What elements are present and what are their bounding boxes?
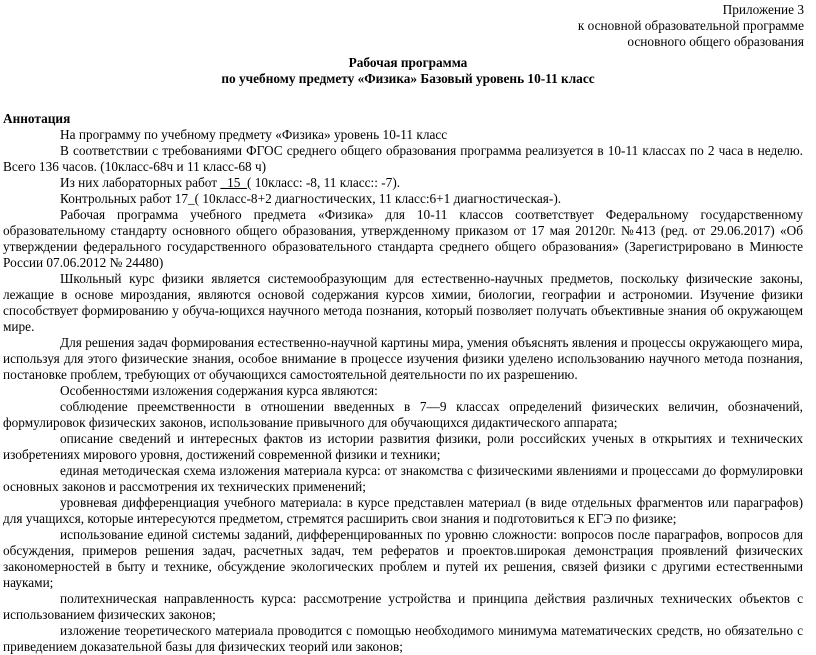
title-line-1: Рабочая программа — [348, 55, 468, 70]
appendix-line-1: Приложение 3 — [722, 2, 804, 17]
paragraph-10: описание сведений и интересных фактов из истории развития физики, роли российских ученых в открытиях и технических изобретениях мирового уровня, достижений современной физики и техники; — [3, 431, 803, 462]
title-line-2: по учебному предмету «Физика» Базовый уровень 10-11 класс — [221, 71, 595, 86]
paragraph-15: изложение теоретического материала проводится с помощью необходимого минимума математических средств, но обязательно с приведением доказательной базы для физических теорий или законов; — [3, 623, 803, 654]
paragraph-9: соблюдение преемственности в отношении введенных в 7—9 классах определений физических величин, обозначений, формулировок физических законов, использование привычного для обучающихся дидактического аппарата; — [3, 399, 803, 430]
lab-works-detail: ( 10класс: -8, 11 класс:: -7). — [247, 175, 401, 190]
paragraph-13: использование единой системы заданий, дифференцированных по уровню сложности: вопросов после параграфов, вопросов для обсуждения, примеров решения задач, расчетных задач, тем рефератов и проектов.широкая демонстрация проявлений физических закономерностей в быту и технике, обсуждение экологических проблем и путей их решения, связей физики с другими естественными науками; — [3, 527, 803, 590]
paragraph-2: В соответствии с требованиями ФГОС среднего общего образования программа реализуется в 10-11 классах по 2 часа в неделю. Всего 136 часов. (10класс-68ч и 11 класс-68 ч) — [3, 143, 803, 174]
paragraph-8: Особенностями изложения содержания курса являются: — [60, 383, 378, 398]
paragraph-1: На программу по учебному предмету «Физика» уровень 10-11 класс — [60, 127, 448, 142]
paragraph-12: уровневая дифференциация учебного материала: в курсе представлен материал (в виде отдельных фрагментов или параграфов) для учащихся, которые интересуются предметом, стремятся расширить свои знания и подготовиться к ЕГЭ по физике; — [3, 495, 803, 526]
document-title — [0, 55, 816, 87]
paragraph-7: Для решения задач формирования естественно-научной картины мира, умения объяснять явления и процессы окружающего мира, используя для этого физические знания, особое внимание в процессе изучения физики уделено использованию научного метода познания, постановке проблем, требующих от обучающихся самостоятельной деятельности по их разрешению. — [3, 335, 803, 382]
paragraph-5: Рабочая программа учебного предмета «Физика» для 10-11 классов соответствует Федеральному государственному образовательному стандарту основного общего образования, утвержденному приказом от 17 мая 20120г. №413 (ред. от 29.06.2017) «Об утверждении федерального государственного образовательного стандарта среднего общего образования» (Зарегистрировано в Минюсте России 07.06.2012 № 24480) — [3, 207, 803, 270]
paragraph-3 — [3, 175, 803, 191]
lab-works-count: _15_ — [220, 175, 248, 190]
paragraph-11: единая методическая схема изложения материала курса: от знакомства с физическими явлениями и процессами до формулировки основных законов и рассмотрения их технических применений; — [3, 463, 803, 494]
paragraph-4: Контрольных работ 17_( 10класс-8+2 диагностических, 11 класс:6+1 диагностическая-). — [60, 191, 562, 206]
paragraph-14: политехническая направленность курса: рассмотрение устройства и принципа действия различных технических объектов с использованием физических законов; — [3, 591, 803, 622]
appendix-line-3: основного общего образования — [627, 34, 804, 49]
document-body — [3, 111, 803, 655]
paragraph-6: Школьный курс физики является системообразующим для естественно-научных предметов, поскольку физические законы, лежащие в основе мироздания, являются основой содержания курсов химии, биологии, географии и астрономии. Изучение физики способствует формированию у обуча-ющихся научного метода познания, который позволяет получать объективные знания об окружающем мире. — [3, 271, 803, 334]
lab-works-label: Из них лабораторных работ — [60, 175, 221, 190]
appendix-line-2: к основной образовательной программе — [577, 18, 804, 33]
appendix-header — [504, 2, 804, 50]
annotation-heading: Аннотация — [3, 111, 71, 126]
